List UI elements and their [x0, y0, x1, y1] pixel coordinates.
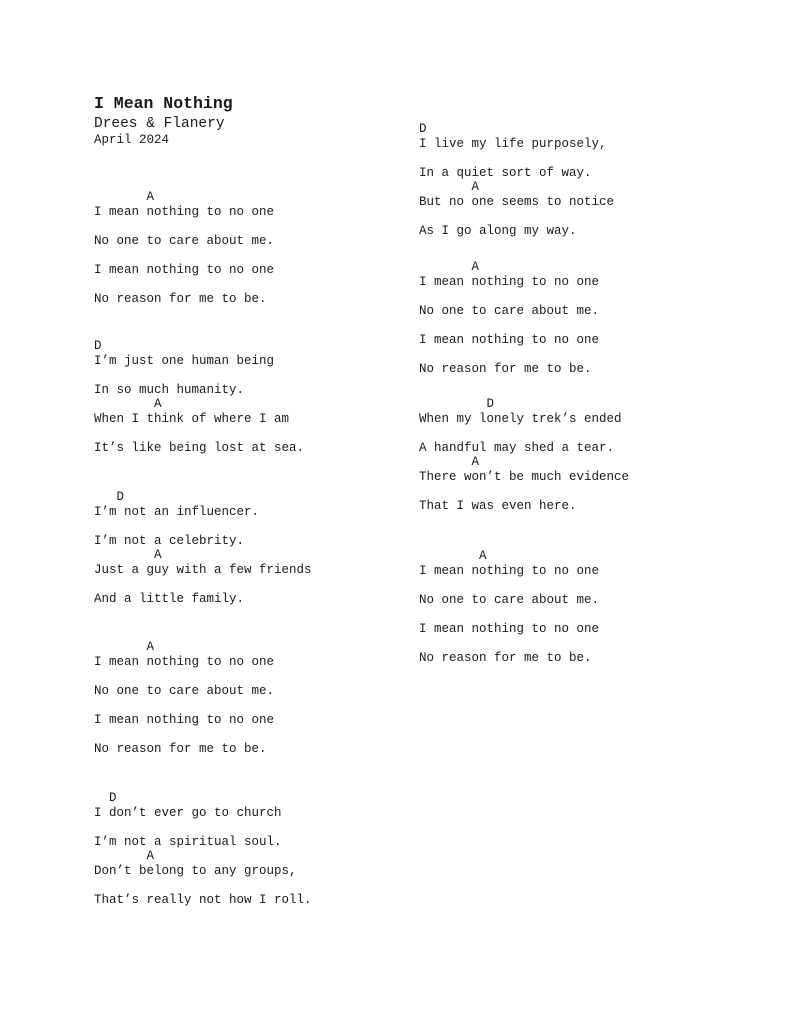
chorus-stanza [419, 549, 759, 665]
lyric-line: No one to care about me. [419, 592, 600, 607]
lyric-line: I live my life purposely, [419, 136, 607, 151]
song-authors: Drees & Flanery [94, 116, 225, 132]
lyric-line: That’s really not how I roll. [94, 892, 312, 907]
chord-marker: A [94, 849, 155, 863]
chord-marker: A [419, 260, 480, 274]
lyric-line: No reason for me to be. [94, 291, 267, 306]
lyric-line: A handful may shed a tear. [419, 440, 615, 455]
verse-stanza [94, 791, 434, 907]
lyric-line: As I go along my way. [419, 223, 577, 238]
lyric-line: I mean nothing to no one [94, 204, 275, 219]
lyric-line: I’m not a spiritual soul. [94, 834, 282, 849]
lyric-line: I mean nothing to no one [94, 712, 275, 727]
right-lyrics-column [419, 122, 759, 665]
chord-marker: A [419, 549, 487, 563]
chorus-stanza [94, 640, 434, 756]
lyric-line: When I think of where I am [94, 411, 290, 426]
lyric-line: I’m not a celebrity. [94, 533, 245, 548]
chord-marker: A [419, 455, 480, 469]
lyric-line: No reason for me to be. [419, 361, 592, 376]
lyric-line: I’m just one human being [94, 353, 275, 368]
chord-marker: A [94, 548, 162, 562]
lyric-line: No one to care about me. [419, 303, 600, 318]
lyric-line: I mean nothing to no one [419, 274, 600, 289]
chord-marker: D [94, 490, 125, 504]
lyric-line: No reason for me to be. [419, 650, 592, 665]
lyric-line: Don’t belong to any groups, [94, 863, 297, 878]
lyric-line: No reason for me to be. [94, 741, 267, 756]
verse-stanza [94, 490, 434, 606]
verse-stanza [419, 122, 759, 238]
lyric-line: In so much humanity. [94, 382, 245, 397]
lyric-line: In a quiet sort of way. [419, 165, 592, 180]
verse-stanza [94, 339, 434, 455]
lyric-line: No one to care about me. [94, 233, 275, 248]
lyric-line: I mean nothing to no one [419, 332, 600, 347]
chord-marker: D [94, 339, 102, 353]
lyric-line: I mean nothing to no one [419, 621, 600, 636]
chord-marker: D [419, 397, 495, 411]
chord-marker: A [94, 640, 155, 654]
chord-marker: D [419, 122, 427, 136]
chorus-stanza [94, 190, 434, 306]
left-lyrics-column [94, 190, 434, 907]
lyric-line: I mean nothing to no one [419, 563, 600, 578]
chord-marker: A [94, 190, 155, 204]
lyric-line: I mean nothing to no one [94, 262, 275, 277]
lyric-line: That I was even here. [419, 498, 577, 513]
chord-marker: D [94, 791, 117, 805]
lyric-line: No one to care about me. [94, 683, 275, 698]
verse-stanza [419, 397, 759, 513]
chord-marker: A [419, 180, 480, 194]
lyric-line: I mean nothing to no one [94, 654, 275, 669]
lyric-line: There won’t be much evidence [419, 469, 630, 484]
lyric-line: I’m not an influencer. [94, 504, 260, 519]
lyric-line: But no one seems to notice [419, 194, 615, 209]
song-date: April 2024 [94, 133, 170, 147]
lyric-line: It’s like being lost at sea. [94, 440, 305, 455]
lyric-line: Just a guy with a few friends [94, 562, 312, 577]
lyric-line: And a little family. [94, 591, 245, 606]
lyric-line: When my lonely trek’s ended [419, 411, 622, 426]
chord-marker: A [94, 397, 162, 411]
lyric-line: I don’t ever go to church [94, 805, 282, 820]
song-title: I Mean Nothing [94, 94, 233, 113]
chorus-stanza [419, 260, 759, 376]
